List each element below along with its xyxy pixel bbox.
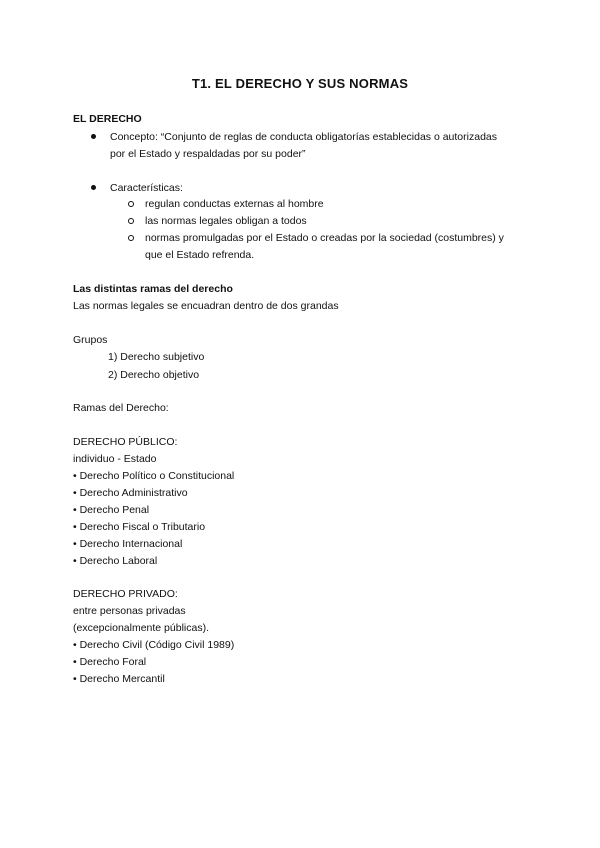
publico-item: • Derecho Laboral — [73, 555, 158, 567]
caracteristica-item: regulan conductas externas al hombre — [145, 198, 324, 210]
caracteristica-item-cont: que el Estado refrenda. — [145, 249, 255, 261]
publico-heading: DERECHO PÚBLICO: — [73, 436, 178, 448]
section-heading-derecho: EL DERECHO — [73, 113, 142, 125]
section-heading-ramas: Las distintas ramas del derecho — [73, 283, 233, 295]
ramas-label: Ramas del Derecho: — [73, 402, 169, 414]
sub-bullet-icon — [128, 201, 134, 207]
privado-subtitle-1: entre personas privadas — [73, 605, 186, 617]
privado-heading: DERECHO PRIVADO: — [73, 588, 178, 600]
privado-item: • Derecho Foral — [73, 656, 147, 668]
publico-subtitle: individuo - Estado — [73, 453, 157, 465]
grupo-item: 2) Derecho objetivo — [108, 369, 200, 381]
sub-bullet-icon — [128, 218, 134, 224]
privado-subtitle-2: (excepcionalmente públicas). — [73, 622, 209, 634]
publico-item: • Derecho Político o Constitucional — [73, 470, 235, 482]
privado-item: • Derecho Mercantil — [73, 673, 165, 685]
bullet-icon — [91, 134, 96, 139]
privado-item: • Derecho Civil (Código Civil 1989) — [73, 639, 235, 651]
publico-item: • Derecho Administrativo — [73, 487, 188, 499]
publico-item: • Derecho Penal — [73, 504, 150, 516]
grupos-label: Grupos — [73, 334, 108, 346]
ramas-intro: Las normas legales se encuadran dentro de dos grandas — [73, 300, 339, 312]
publico-item: • Derecho Fiscal o Tributario — [73, 521, 206, 533]
page-title: T1. EL DERECHO Y SUS NORMAS — [191, 76, 409, 91]
concepto-line-1: Concepto: “Conjunto de reglas de conducta obligatorías establecidas o autorizadas — [110, 131, 497, 143]
caracteristica-item: normas promulgadas por el Estado o creadas por la sociedad (costumbres) y — [145, 232, 504, 244]
sub-bullet-icon — [128, 235, 134, 241]
caracteristicas-label: Características: — [110, 182, 183, 194]
caracteristica-item: las normas legales obligan a todos — [145, 215, 307, 227]
bullet-icon — [91, 185, 96, 190]
grupo-item: 1) Derecho subjetivo — [108, 351, 205, 363]
publico-item: • Derecho Internacional — [73, 538, 183, 550]
concepto-line-2: por el Estado y respaldadas por su poder” — [110, 148, 306, 160]
